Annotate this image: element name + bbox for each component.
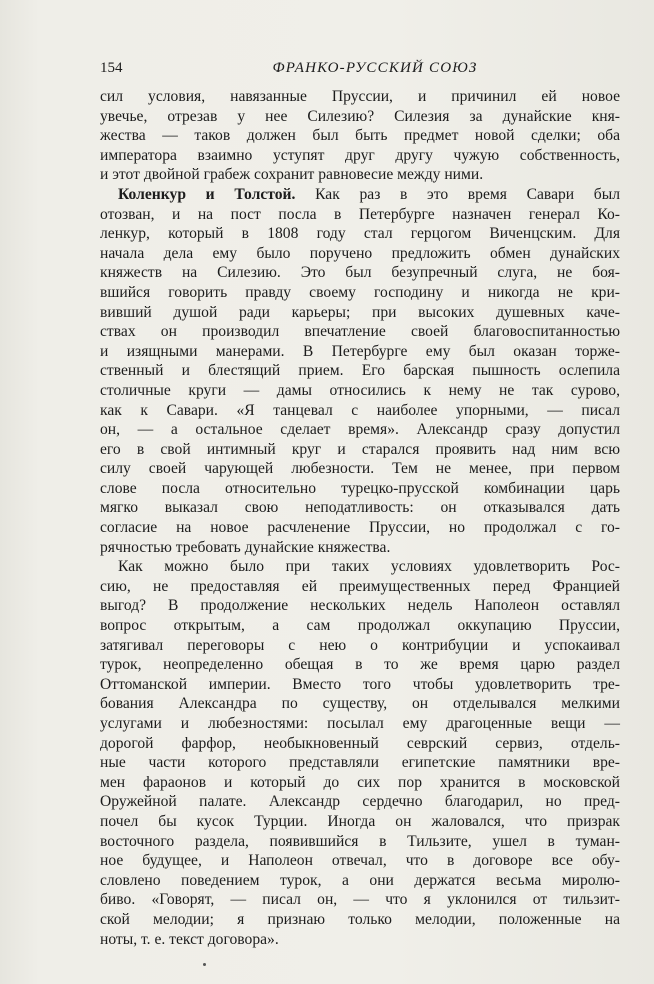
text-line: как к Савари. «Я танцевал с наиболее упорными, — писал	[100, 401, 620, 419]
text-line: ное будущее, и Наполеон отвечал, что в договоре все обу-	[100, 852, 620, 870]
text-line: словлено поведением турок, а они держатся весьма миролю-	[100, 871, 620, 889]
text-line: увечье, отрезав у нее Силезию? Силезия за дунайские кня-	[100, 107, 620, 125]
text-line: вшийся говорить правду своему господину и никогда не кри-	[100, 283, 620, 301]
text-line: бования Александра по существу, он отделывался мелкими	[100, 695, 620, 713]
text-line: турок, неопределенно обещая в то же время царю раздел	[100, 656, 620, 674]
section-run-in-heading: Коленкур и Толстой.	[118, 185, 296, 203]
text-line: затягивал переговоры с нею о контрибуции и успокаивал	[100, 636, 620, 654]
text-line: ствах он производил впечатление своей благовоспитанностью	[100, 323, 620, 341]
text-line: слове посла относительно турецко-прусской комбинации царь	[100, 479, 620, 497]
text-line	[100, 185, 620, 205]
text-line: княжеств на Силезию. Это был безупречный слуга, не боя-	[100, 264, 620, 282]
text-line: его в свой интимный круг и старался проявить над ним всю	[100, 440, 620, 458]
page-number: 154	[100, 60, 123, 76]
text-line: ственный и блестящий прием. Его барская пышность ослепила	[100, 362, 620, 380]
text-line: вивший душой ради карьеры; при высоких душевных каче-	[100, 303, 620, 321]
running-title: ФРАНКО-РУССКИЙ СОЮЗ	[272, 60, 478, 76]
text-line: мен фараонов и который до сих пор хранится в московской	[100, 773, 620, 791]
text-line: императора взаимно уступят друг другу чужую собственность,	[100, 146, 620, 164]
page-header	[100, 60, 610, 80]
text-line: выгод? В продолжение нескольких недель Наполеон оставлял	[100, 597, 620, 615]
text-line: начала дела ему было поручено предложить обмен дунайских	[100, 244, 620, 262]
text-line: и изящными манерами. В Петербурге ему был оказан торже-	[100, 342, 620, 360]
text-line: почел бы кусок Турции. Иногда он жаловался, что призрак	[100, 812, 620, 830]
text-line: сил условия, навязанные Пруссии, и причинил ей новое	[100, 88, 620, 105]
text-line: дорогой фарфор, необыкновенный севрский сервиз, отдель-	[100, 734, 620, 752]
text-line: жества — таков должен был быть предмет новой сделки; оба	[100, 127, 620, 145]
text-line: и этот двойной грабеж сохранит равновесие между ними.	[100, 166, 484, 184]
text-line: согласие на новое расчленение Пруссии, но продолжал с го-	[100, 519, 620, 537]
text-line: ской мелодии; я признаю только мелодии, положенные на	[100, 910, 620, 928]
text-line: восточного раздела, появившийся в Тильзите, ушел в туман-	[100, 832, 620, 850]
text-line: он, — а остальное сделает время». Александр сразу допустил	[100, 421, 620, 439]
text-line: мягко выказал свою неподатливость: он отказывался дать	[100, 499, 620, 517]
text-line: ноты, т. е. текст договора».	[100, 930, 279, 948]
text-line: Как можно было при таких условиях удовлетворить Рос-	[118, 558, 620, 576]
text-line: Оружейной палате. Александр сердечно благодарил, но пред-	[100, 793, 620, 811]
body-text	[100, 87, 620, 949]
print-speck	[203, 963, 206, 966]
text-line: биво. «Говорят, — писал он, — что я уклонился от тильзит-	[100, 891, 620, 909]
text-line-rest: Как раз в это время Савари был	[315, 185, 621, 203]
text-line: столичные круги — дамы относились к нему не так сурово,	[100, 381, 620, 399]
text-line: отозван, и на пост посла в Петербурге назначен генерал Ко-	[100, 205, 620, 223]
text-line: ные части которого представляли египетские памятники вре-	[100, 754, 620, 772]
text-line: сию, не предоставляя ей преимущественных перед Францией	[100, 577, 620, 595]
text-line: услугами и любезностями: посылал ему драгоценные вещи —	[100, 715, 620, 732]
text-line: вопрос открытым, а сам продолжал оккупацию Пруссии,	[100, 617, 620, 635]
text-line: силу своей чарующей любезности. Тем не менее, при первом	[100, 460, 620, 478]
text-line: ленкур, который в 1808 году стал герцогом Виченцским. Для	[100, 225, 620, 243]
text-line: рячностью требовать дунайские княжества.	[100, 538, 391, 556]
text-line: Оттоманской империи. Вместо того чтобы удовлетворить тре-	[100, 675, 620, 693]
